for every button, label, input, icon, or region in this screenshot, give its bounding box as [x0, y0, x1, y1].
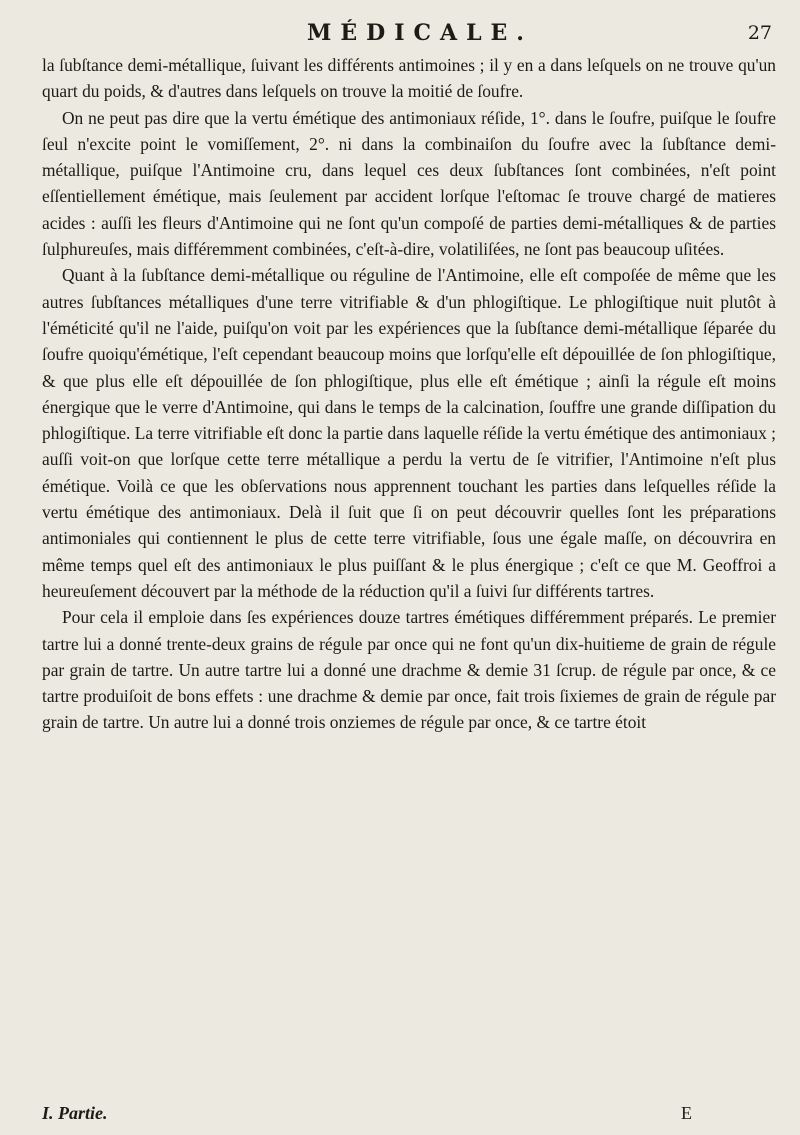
running-title: MÉDICALE. — [307, 20, 533, 46]
body-text — [42, 52, 776, 736]
paragraph: Quant à la ſubſtance demi-métallique ou réguline de l'Antimoine, elle eſt compoſée de même que les autres ſubſtances métalliques d'une terre vitrifiable & d'un phlogiſtique. Le phlogiſtique nuit plutôt à l'éméticité qu'il ne l'aide, puiſqu'on voit par les expériences que la ſubſtance demi-métallique ſéparée du ſoufre quoiqu'émétique, l'eſt cependant beaucoup moins que lorſqu'elle eſt dépouillée de ſon phlogiſtique, & que plus elle eſt dépouillée de ſon phlogiſtique, plus elle eſt émétique ; ainſi la régule eſt moins énergique que le verre d'Antimoine, qui dans le temps de la calcination, ſouffre une grande diſſipation du phlogiſtique. La terre vitrifiable eſt donc la partie dans laquelle réſide la vertu émétique des antimoniaux ; auſſi voit-on que lorſque cette terre métallique a perdu la vertu de ſe vitrifier, l'Antimoine n'eſt plus émétique. Voilà ce que les obſervations nous apprennent touchant les parties dans leſquelles réſide la vertu émétique des antimoniaux. Delà il ſuit que ſi on peut découvrir quelles ſont les préparations antimoniales qui contiennent le plus de cette terre vitrifiable, ſous une égale maſſe, on découvrira en même temps quel eſt des antimoniaux le plus puiſſant & le plus énergique ; c'eſt ce que M. Geoffroi a heureuſement découvert par la méthode de la réduction qu'il a ſuivi ſur différents tartres. — [42, 265, 776, 601]
page-footer — [42, 1103, 742, 1131]
footer-signature: I. Partie. — [42, 1103, 108, 1123]
page-number: 27 — [747, 22, 772, 44]
page-header — [0, 14, 800, 48]
paragraph: On ne peut pas dire que la vertu émétique des antimoniaux réſide, 1°. dans le ſoufre, puiſque le ſoufre ſeul n'excite point le vomiſſement, 2°. ni dans la combinaiſon du ſoufre avec la ſubſtance demi-métallique, puiſque l'Antimoine cru, dans lequel ces deux ſubſtances ſont combinées, n'eſt point eſſentiellement émétique, mais ſeulement par accident lorſque l'eſtomac ſe trouve chargé de matieres acides : auſſi les fleurs d'Antimoine qui ne ſont qu'un compoſé de parties demi-métalliques & de parties ſulphureuſes, mais différemment combinées, c'eſt-à-dire, volatiliſées, ne ſont pas beaucoup uſitées. — [42, 107, 776, 260]
paragraph: la ſubſtance demi-métallique, ſuivant les différents antimoines ; il y en a dans leſquels on ne trouve qu'un quart du poids, & d'autres dans leſquels on trouve la moitié de ſoufre. — [42, 55, 776, 102]
signature-mark: E — [681, 1103, 692, 1123]
paragraph: Pour cela il emploie dans ſes expériences douze tartres émétiques différemment préparés. Le premier tartre lui a donné trente-deux grains de régule par once qui ne font qu'un dix-huitieme de grain de régule par grain de tartre. Un autre tartre lui a donné une drachme & demie 31 ſcrup. de régule par once, & ce tartre produiſoit de bons effets : une drachme & demie par once, fait trois ſixiemes de grain de régule par grain de tartre. Un autre lui a donné trois onziemes de régule par once, & ce tartre étoit — [42, 607, 776, 733]
